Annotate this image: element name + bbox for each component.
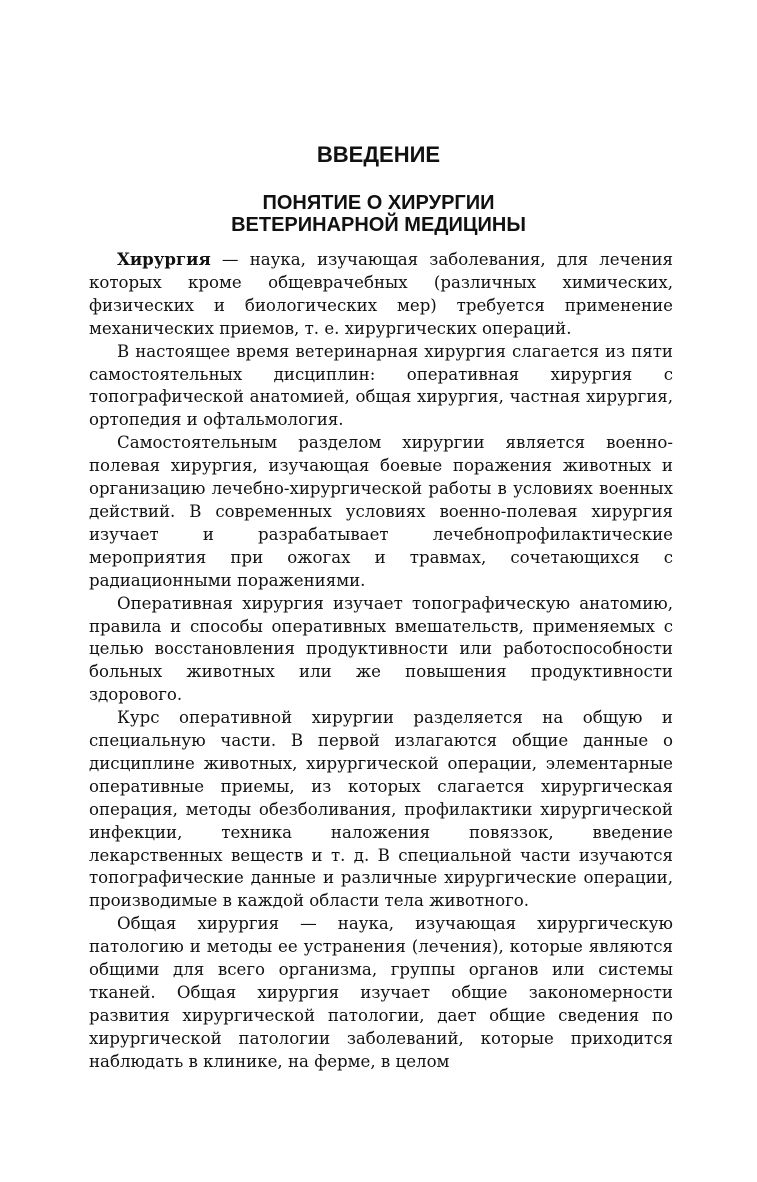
paragraph-1 [89,248,673,341]
paragraph-5: Курс оперативной хирургии разделяется на общую и специальную части. В первой излагаются общие данные о дисциплине животных, хирургической операции, элементарные оперативные приемы, из которых слагается хирургическая операция, методы обезболивания, профилактики хирургической инфекции, техника наложения повяззок, введение лекарственных веществ и т. д. В специальной части изучаются топографические данные и различные хирургические операции, производимые в каждой области тела животного. [89,708,673,911]
term-surgery: Хирургия [117,249,211,269]
paragraph-6: Общая хирургия — наука, изучающая хирургическую патологию и методы ее устранения (лечения), которые являются общими для всего организма, группы органов или системы тканей. Общая хирургия изучает общие закономерности развития хирургической патологии, дает общие сведения по хирургической патологии заболеваний, которые приходится наблюдать в клинике, на ферме, в целом [89,914,673,1071]
paragraph-3: Самостоятельным разделом хирургии является военно-полевая хирургия, изучающая боевые поражения животных и организацию лечебно-хирургической работы в условиях военных действий. В современных условиях военно-полевая хирургия изучает и разрабатывает лечебнопрофилактические мероприятия при ожогах и травмах, сочетающихся с радиационными поражениями. [89,433,673,590]
section-title-line-1: ПОНЯТИЕ О ХИРУРГИИ [262,192,495,214]
paragraph-1-text: — наука, изучающая заболевания, для лечения которых кроме общеврачебных (различных химических, физических и биологических мер) требуется применение механических приемов, т. е. хирургических операций. [89,250,673,338]
paragraph-2: В настоящее время ветеринарная хирургия слагается из пяти самостоятельных дисциплин: оперативная хирургия с топографической анатомией, общая хирургия, частная хирургия, ортопедия и офтальмология. [89,341,673,430]
body-text [89,248,673,1074]
paragraph-4: Оперативная хирургия изучает топографическую анатомию, правила и способы оперативных вмешательств, применяемых с целью восстановления продуктивности или работоспособности больных животных или же повышения продуктивности здорового. [89,593,673,705]
chapter-title: ВВЕДЕНИЕ [316,142,441,167]
section-title-line-2: ВЕТЕРИНАРНОЙ МЕДИЦИНЫ [231,214,526,236]
section-title [0,192,757,236]
